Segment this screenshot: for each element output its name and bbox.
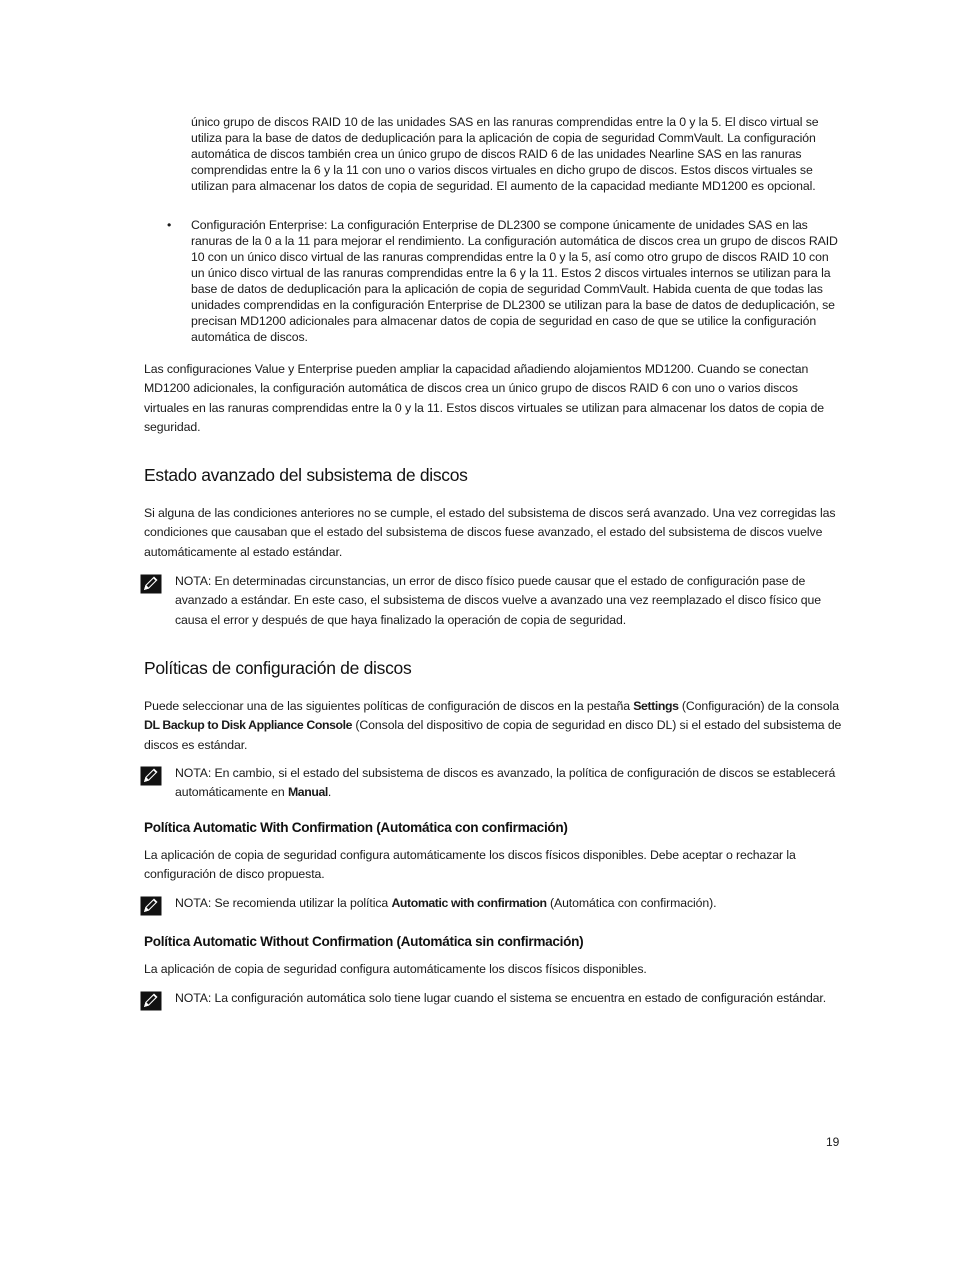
heading-without-confirmation: Política Automatic Without Confirmation (Automática sin confirmación) (144, 934, 584, 949)
manual-term: Manual (287, 785, 328, 800)
bullet-text: Configuración Enterprise: La configuración Enterprise de DL2300 se compone únicamente de unidades SAS en las ranuras de la 0 a la 11 para mejorar el rendimiento. La configuración automática de discos crea un grupo de discos RAID 10 con un único disco virtual de las ranuras comprendidas entre la 0 y la 5, así como otro grupo de discos RAID 10 con un único disco virtual de las ranuras comprendidas entre la 6 y la 11. Estos 2 discos virtuales internos se utilizan para la base de datos de deduplicación para la aplicación de copia de seguridad CommVault. Habida cuenta de que todas las unidades comprendidas en la configuración Enterprise de DL2300 se utilizan para la base de datos de deduplicación, se precisan MD1200 adicionales para almacenar datos de copia de seguridad en caso de que se utilice la configuración automática de discos. (191, 218, 838, 344)
heading-with-confirmation: Política Automatic With Confirmation (Automática con confirmación) (144, 820, 568, 835)
paragraph-with-confirmation: La aplicación de copia de seguridad configura automáticamente los discos físicos disponibles. Debe aceptar o rechazar la configuración de disco propuesta. (144, 848, 796, 882)
continued-paragraph: único grupo de discos RAID 10 de las unidades SAS en las ranuras comprendidas entre la 0 y la 5. El disco virtual se utiliza para la base de datos de deduplicación para la aplicación de copia de seguridad CommVault. La configuración automática de discos también crea un único grupo de discos RAID 6 de las unidades Nearline SAS en las ranuras comprendidas entre la 6 y la 11 con uno o varios discos virtuales en dicho grupo de discos. Estos discos virtuales se utilizan para almacenar los datos de copia de seguridad. El aumento de la capacidad mediante MD1200 es opcional. (191, 115, 819, 193)
note-label: NOTA: (175, 991, 212, 1005)
note-label: NOTA: (175, 896, 212, 910)
policies-text-1: Puede seleccionar una de las siguientes políticas de configuración de discos en la pestaña (144, 699, 634, 713)
note-body: Se recomienda utilizar la política (211, 896, 392, 910)
heading-advanced-state: Estado avanzado del subsistema de discos (144, 465, 468, 485)
note-text-with-confirmation (175, 894, 842, 913)
note-text-without-confirmation (175, 989, 842, 1008)
note-end: . (327, 785, 332, 800)
paragraph-disk-policies (144, 697, 844, 755)
settings-tab-term: Settings (633, 699, 679, 713)
note-end: (Automática con confirmación). (546, 896, 717, 910)
console-term: DL Backup to Disk Appliance Console (144, 718, 353, 733)
note-text-advanced (175, 572, 842, 630)
policies-text-3: (Consola del dispositivo de copia de seguridad en disco DL) si el estado del subsistema de discos es estándar. (144, 718, 842, 752)
paragraph-without-confirmation: La aplicación de copia de seguridad configura automáticamente los discos físicos disponibles. (144, 962, 647, 976)
note-body: En cambio, si el estado del subsistema de discos es avanzado, la política de configuración de discos se establecerá automáticamente en (175, 766, 836, 800)
pencil-note-icon (140, 991, 162, 1011)
bullet-item-enterprise (167, 217, 841, 345)
paragraph-value-enterprise: Las configuraciones Value y Enterprise pueden ampliar la capacidad añadiendo alojamientos MD1200. Cuando se conectan MD1200 adicionales, la configuración automática de discos crea un único grupo de discos RAID 6 con uno o varios discos virtuales en las ranuras comprendidas entre la 0 y la 11. Estos discos virtuales se utilizan para almacenar los datos de copia de seguridad. (144, 362, 824, 435)
note-text-policies (175, 764, 842, 803)
page-number: 19 (826, 1135, 840, 1149)
automatic-with-confirmation-term: Automatic with confirmation (391, 896, 547, 910)
note-body: En determinadas circunstancias, un error de disco físico puede causar que el estado de configuración pase de avanzado a estándar. En este caso, el subsistema de discos vuelve a avanzado una vez reemplazado el disco físico que causa el error y después de que haya finalizado la operación de copia de seguridad. (175, 574, 822, 627)
pencil-note-icon (140, 574, 162, 594)
paragraph-advanced-state: Si alguna de las condiciones anteriores no se cumple, el estado del subsistema de discos será avanzado. Una vez corregidas las condiciones que causaban que el estado del subsistema de discos fuese avanzado, el estado del subsistema de discos vuelve automáticamente al estado estándar. (144, 506, 836, 559)
pencil-note-icon (140, 766, 162, 786)
policies-text-2: (Configuración) de la consola (678, 699, 839, 713)
heading-disk-policies: Políticas de configuración de discos (144, 658, 412, 678)
bullet-marker: • (167, 218, 172, 232)
note-label: NOTA: (175, 574, 212, 588)
note-body: La configuración automática solo tiene lugar cuando el sistema se encuentra en estado de configuración estándar. (211, 991, 827, 1005)
pencil-note-icon (140, 896, 162, 916)
note-label: NOTA: (175, 766, 212, 780)
